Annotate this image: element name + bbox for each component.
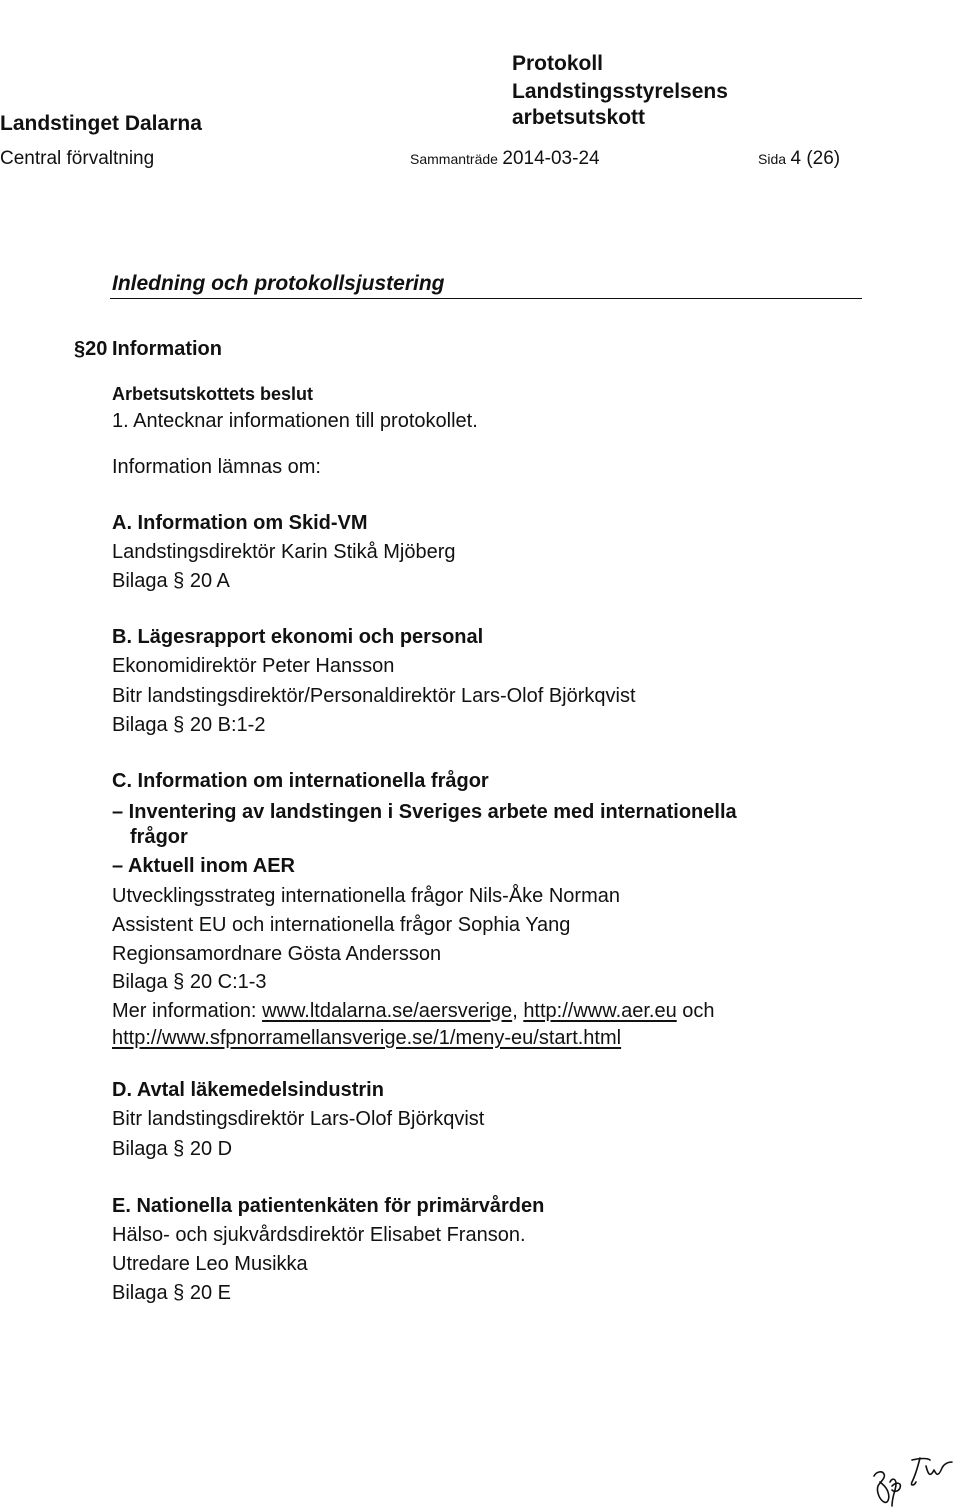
- org-name: Landstinget Dalarna: [0, 112, 202, 135]
- item-d-heading: D. Avtal läkemedelsindustrin: [112, 1079, 384, 1101]
- signature-initials: [868, 1452, 960, 1510]
- more-info-label: Mer information:: [112, 1000, 257, 1022]
- item-c-line3: Regionsamordnare Gösta Andersson: [112, 943, 442, 965]
- item-e-heading: E. Nationella patientenkäten för primärvården: [112, 1195, 545, 1217]
- item-e-line3: Bilaga § 20 E: [112, 1282, 231, 1304]
- paragraph-number: §20: [74, 338, 108, 360]
- item-c-more-info: [112, 1000, 715, 1023]
- decision-heading: Arbetsutskottets beslut: [112, 384, 314, 404]
- item-c-heading: C. Information om internationella frågor: [112, 770, 489, 792]
- section-divider: [110, 298, 862, 299]
- item-b-line3: Bilaga § 20 B:1-2: [112, 714, 266, 736]
- item-c-line2: Assistent EU och internationella frågor Sophia Yang: [112, 914, 571, 936]
- item-d-line1: Bitr landstingsdirektör Lars-Olof Björkqvist: [112, 1108, 485, 1130]
- page-number: [758, 148, 840, 170]
- item-b-heading: B. Lägesrapport ekonomi och personal: [112, 626, 484, 648]
- meeting-label: Sammanträde: [410, 151, 498, 167]
- item-c-sub1a: – Inventering av landstingen i Sveriges arbete med internationella: [112, 801, 737, 823]
- item-e-line1: Hälso- och sjukvårdsdirektör Elisabet Franson.: [112, 1224, 526, 1246]
- och-text: och: [682, 1000, 715, 1022]
- item-a-line1: Landstingsdirektör Karin Stikå Mjöberg: [112, 541, 456, 563]
- item-c-link3-line: [112, 1027, 621, 1050]
- item-c-line4: Bilaga § 20 C:1-3: [112, 971, 267, 993]
- meeting-info: [410, 148, 600, 170]
- link-ltdalarna[interactable]: www.ltdalarna.se/aersverige: [262, 1000, 513, 1022]
- committee-line2: arbetsutskott: [512, 106, 646, 129]
- item-b-line1: Ekonomidirektör Peter Hansson: [112, 655, 395, 677]
- section-title: Inledning och protokollsjustering: [112, 272, 445, 295]
- department: Central förvaltning: [0, 148, 155, 169]
- link-aer[interactable]: http://www.aer.eu: [523, 1000, 677, 1022]
- page-label: Sida: [758, 151, 787, 167]
- item-c-sub1b: frågor: [130, 826, 188, 848]
- doc-type: Protokoll: [512, 52, 604, 75]
- item-c-sub2: – Aktuell inom AER: [112, 855, 295, 877]
- decision-item: 1. Antecknar informationen till protokollet.: [112, 410, 478, 432]
- item-c-line1: Utvecklingsstrateg internationella frågor Nils-Åke Norman: [112, 885, 620, 907]
- info-intro: Information lämnas om:: [112, 456, 321, 478]
- link-separator: ,: [512, 1000, 518, 1022]
- item-a-line2: Bilaga § 20 A: [112, 570, 230, 592]
- item-d-line2: Bilaga § 20 D: [112, 1138, 233, 1160]
- meeting-date: 2014-03-24: [502, 148, 600, 169]
- item-e-line2: Utredare Leo Musikka: [112, 1253, 308, 1275]
- item-b-line2: Bitr landstingsdirektör/Personaldirektör Lars-Olof Björkqvist: [112, 685, 636, 707]
- link-sfp[interactable]: http://www.sfpnorramellansverige.se/1/meny-eu/start.html: [112, 1027, 622, 1049]
- item-a-heading: A. Information om Skid-VM: [112, 512, 368, 534]
- page-value: 4 (26): [790, 148, 841, 169]
- paragraph-title: Information: [112, 338, 222, 360]
- committee-line1: Landstingsstyrelsens: [512, 80, 728, 103]
